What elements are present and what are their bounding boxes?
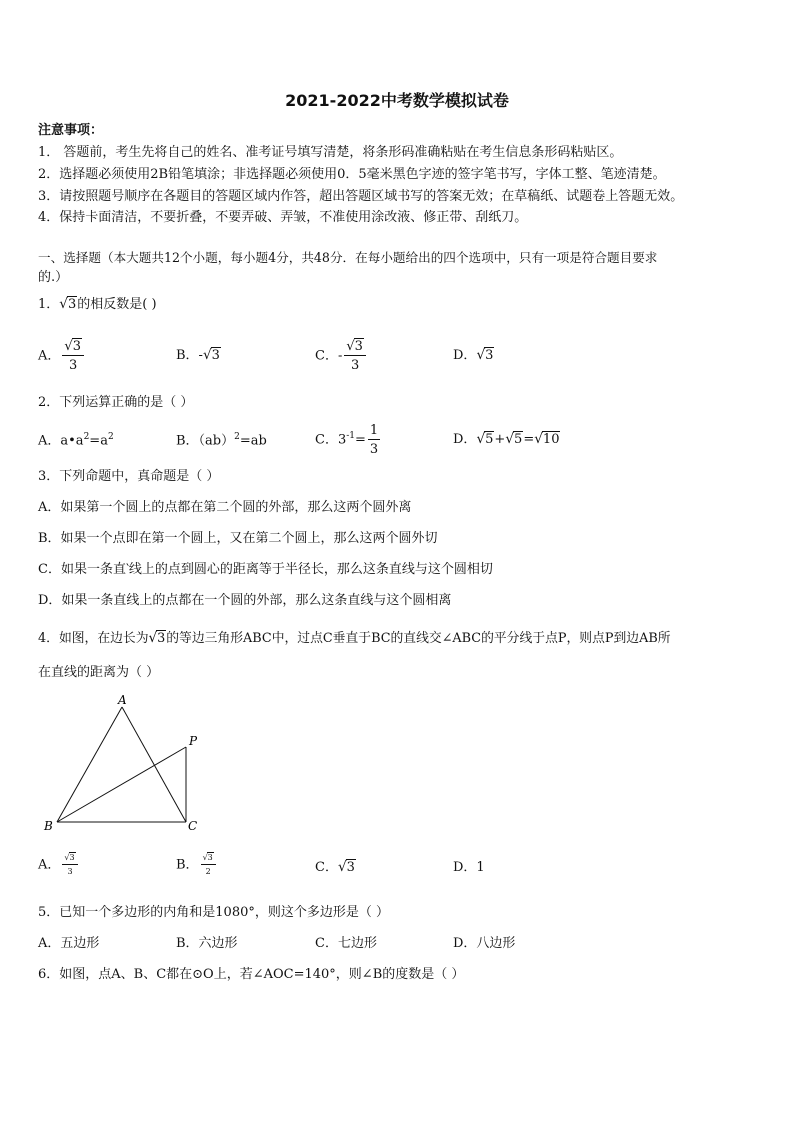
edge-ac — [122, 707, 186, 822]
triangle-figure — [36, 690, 216, 840]
page-title: 2021-2022中考数学模拟试卷 — [285, 91, 509, 110]
sqrt-symbol: √3 — [59, 296, 77, 312]
notice-item-1: 1． 答题前，考生先将自己的姓名、准考证号填写清楚，将条形码准确粘贴在考生信息条形码粘贴区。 — [38, 145, 623, 160]
q6-stem: 6．如图，点A、B、C都在⊙O上，若∠AOC=140°，则∠B的度数是（ ） — [38, 967, 465, 982]
q3-stem: 3．下列命题中，真命题是（ ） — [38, 469, 220, 484]
q2-option-a: A．$a•a^2=a^2$ — [38, 432, 114, 449]
section-heading-line1: 一、选择题（本大题共12个小题，每小题4分，共48分．在每小题给出的四个选项中，只有一项是符合题目要求 — [38, 250, 658, 265]
q1-stem-text: 的相反数是( ) — [77, 297, 157, 312]
q5-option-c: C．七边形 — [315, 936, 377, 951]
q5-stem: 5．已知一个多边形的内角和是1080°，则这个多边形是（ ） — [38, 905, 389, 920]
notice-item-4: 4．保持卡面清洁，不要折叠，不要弄破、弄皱，不准使用涂改液、修正带、刮纸刀。 — [38, 210, 528, 225]
q3-option-d: D．如果一条直线上的点都在一个圆的外部，那么这条直线与这个圆相离 — [38, 593, 452, 608]
q2-stem: 2．下列运算正确的是（ ） — [38, 395, 194, 410]
q4-option-d: D．1 — [453, 860, 485, 875]
q2-option-b: B．（ab）$^2$=ab — [176, 432, 267, 449]
q4-stem-line2: 在直线的距离为（ ） — [38, 665, 160, 680]
q1-number: 1． — [38, 297, 60, 312]
q5-option-a: A．五边形 — [38, 936, 100, 951]
q4-stem-line1: 4．如图，在边长为√3的等边三角形ABC中，过点C垂直于BC的直线交∠ABC的平分线于点P，则点P到边AB所 — [38, 631, 671, 646]
q1-option-d: D．√3 — [453, 347, 494, 363]
label-a: A — [118, 693, 127, 707]
q5-option-b: B．六边形 — [176, 936, 238, 951]
q3-option-b: B．如果一个点即在第一个圆上，又在第二个圆上，那么这两个圆外切 — [38, 531, 438, 546]
q3-option-c: C．如果一条直‵线上的点到圆心的距离等于半径长，那么这条直线与这个圆相切 — [38, 562, 493, 577]
notice-item-3: 3．请按照题号顺序在各题目的答题区域内作答，超出答题区域书写的答案无效；在草稿纸、试题卷上答题无效。 — [38, 189, 684, 204]
q4-option-c: C．√3 — [315, 859, 355, 875]
q3-option-a: A．如果第一个圆上的点都在第二个圆的外部，那么这两个圆外离 — [38, 500, 412, 515]
q1-option-a: A． $\frac{√3}{3}$ — [38, 340, 86, 372]
edge-bp — [57, 747, 186, 822]
label-p: P — [189, 734, 198, 748]
q1-option-c: C．- $\frac{√3}{3}$ — [315, 340, 368, 372]
q5-option-d: D．八边形 — [453, 936, 516, 951]
label-c: C — [188, 819, 198, 833]
notice-item-2: 2．选择题必须使用2B铅笔填涂；非选择题必须使用0．5毫米黑色字迹的签字笔书写，字体工整、笔迹清楚。 — [38, 167, 666, 182]
q4-option-b: B． $\frac{√3}{2}$ — [176, 854, 218, 876]
q1-stem — [38, 298, 157, 312]
section-heading-line2: 的.） — [38, 270, 69, 285]
q2-option-c: C．$3^{-1}=$ $\frac{1}{3}$ — [315, 423, 379, 457]
label-b: B — [44, 819, 53, 833]
notice-heading: 注意事项： — [38, 123, 104, 138]
q4-option-a: A． $\frac{√3}{3}$ — [38, 854, 80, 876]
q1-option-b: B．-√3 — [176, 347, 220, 363]
q2-option-d: D．√5+√5=√10 — [453, 431, 560, 447]
edge-ab — [57, 707, 122, 822]
